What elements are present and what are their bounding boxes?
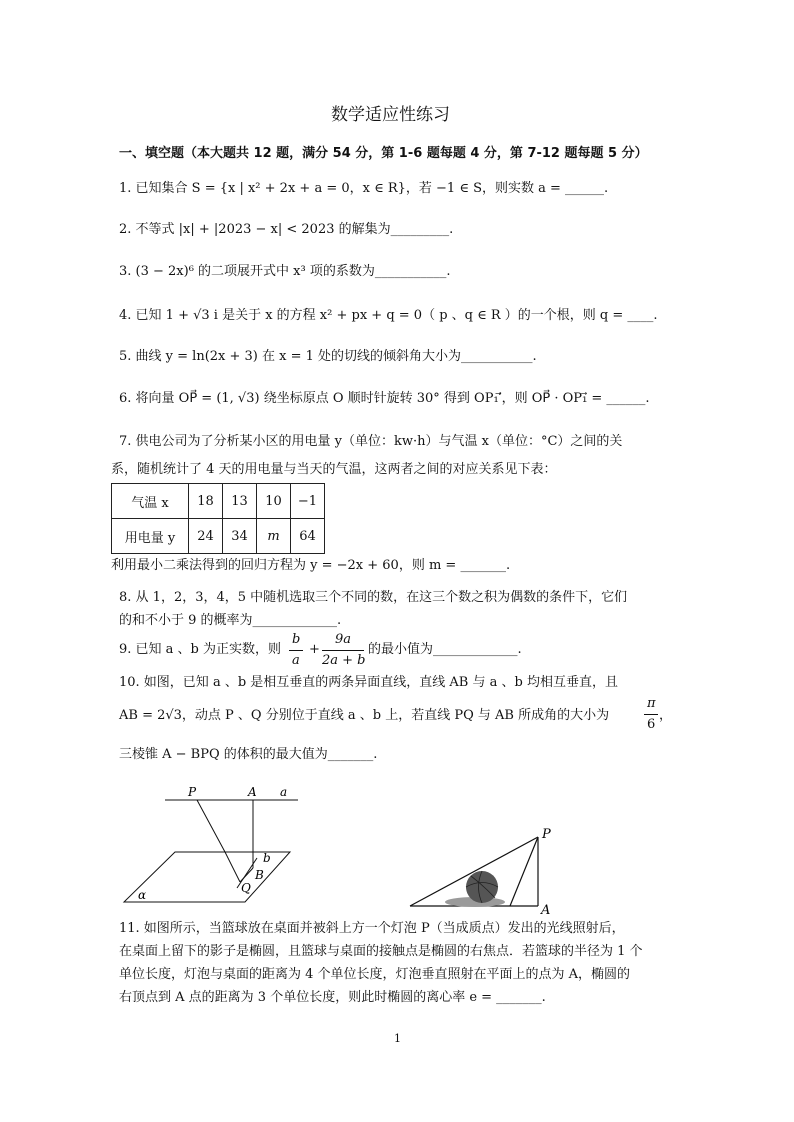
figure-skew-lines bbox=[120, 780, 310, 910]
table-header-cell: 用电量 y bbox=[112, 519, 189, 554]
q10-frac-bar bbox=[644, 714, 658, 715]
q10-frac-den: 6 bbox=[647, 717, 656, 732]
basketball bbox=[466, 871, 498, 903]
question-7-line-3: 利用最小二乘法得到的回归方程为 y = −2x + 60，则 m = _______. bbox=[111, 558, 511, 573]
label-a: a bbox=[280, 785, 288, 799]
table-cell: −1 bbox=[291, 484, 325, 519]
question-7-line-1: 7. 供电公司为了分析某小区的用电量 y（单位：kw·h）与气温 x（单位：°C）之间的关 bbox=[119, 434, 623, 449]
q9-frac1-bar bbox=[289, 650, 303, 651]
question-8-line-1: 8. 从 1，2，3，4，5 中随机选取三个不同的数，在这三个数之积为偶数的条件下，它们 bbox=[119, 590, 628, 605]
table-cell: 13 bbox=[223, 484, 257, 519]
table-row bbox=[112, 484, 325, 519]
q9-frac1-den: a bbox=[292, 653, 300, 668]
segment-PQ-upper bbox=[197, 800, 225, 852]
label-P2: P bbox=[542, 827, 551, 842]
table-cell: 24 bbox=[189, 519, 223, 554]
table-cell: 18 bbox=[189, 484, 223, 519]
question-10-line-1: 10. 如图，已知 a 、b 是相互垂直的两条异面直线，直线 AB 与 a 、b 均相互垂直，且 bbox=[119, 675, 618, 690]
label-b: b bbox=[263, 851, 271, 865]
label-Q: Q bbox=[241, 881, 251, 895]
data-table bbox=[111, 483, 325, 554]
light-ray-near bbox=[510, 837, 538, 906]
table-row bbox=[112, 519, 325, 554]
table-cell: m bbox=[257, 519, 291, 554]
question-5: 5. 曲线 y = ln(2x + 3) 在 x = 1 处的切线的倾斜角大小为___________. bbox=[119, 349, 537, 364]
question-4: 4. 已知 1 + √3 i 是关于 x 的方程 x² + px + q = 0（ p 、q ∈ R ）的一个根，则 q = ____. bbox=[119, 308, 658, 323]
question-7-line-2: 系，随机统计了 4 天的用电量与当天的气温，这两者之间的对应关系见下表： bbox=[111, 462, 557, 477]
q9-frac1-num: b bbox=[292, 632, 301, 647]
q9-frac2-num: 9a bbox=[335, 632, 352, 647]
q10-comma: ， bbox=[659, 708, 673, 723]
label-P: P bbox=[188, 785, 197, 799]
question-3: 3. (3 − 2x)⁶ 的二项展开式中 x³ 项的系数为___________. bbox=[119, 264, 451, 279]
question-11-line-3: 单位长度，灯泡与桌面的距离为 4 个单位长度，灯泡垂直照射在平面上的点为 A，椭圆的 bbox=[119, 967, 631, 982]
table-header-cell: 气温 x bbox=[112, 484, 189, 519]
question-1: 1. 已知集合 S = {x | x² + 2x + a = 0，x ∈ R}，若 −1 ∈ S，则实数 a = ______. bbox=[119, 181, 609, 196]
question-10-line-2: AB = 2√3，动点 P 、Q 分别位于直线 a 、b 上，若直线 PQ 与 AB 所成角的大小为 bbox=[119, 708, 610, 723]
q10-frac-num: π bbox=[647, 696, 656, 711]
question-11-line-1: 11. 如图所示，当篮球放在桌面并被斜上方一个灯泡 P（当成质点）发出的光线照射后， bbox=[119, 921, 625, 936]
page-title: 数学适应性练习 bbox=[331, 105, 450, 125]
section-heading: 一、填空题（本大题共 12 题，满分 54 分，第 1-6 题每题 4 分，第 7-12 题每题 5 分） bbox=[119, 146, 648, 161]
label-A: A bbox=[248, 785, 257, 799]
question-6: 6. 将向量 OP⃗ = (1, √3) 绕坐标原点 O 顺时针旋转 30° 得到 OP₁′⃗，则 OP⃗ · OP₁⃗ = ______. bbox=[119, 391, 650, 406]
q9-plus: + bbox=[309, 642, 320, 657]
question-8-line-2: 的和不小于 9 的概率为_____________. bbox=[119, 613, 342, 628]
segment-PQ-lower bbox=[225, 852, 240, 882]
figure-basketball bbox=[405, 820, 575, 915]
question-11-line-4: 右顶点到 A 点的距离为 3 个单位长度，则此时椭圆的离心率 e = _______. bbox=[119, 990, 546, 1005]
label-alpha: α bbox=[138, 888, 147, 902]
label-B: B bbox=[255, 868, 264, 882]
q9-frac2-bar bbox=[322, 650, 364, 651]
table-cell: 10 bbox=[257, 484, 291, 519]
q9-frac2-den: 2a + b bbox=[322, 653, 366, 668]
label-A2: A bbox=[541, 903, 551, 915]
question-11-line-2: 在桌面上留下的影子是椭圆，且篮球与桌面的接触点是椭圆的右焦点．若篮球的半径为 1 个 bbox=[119, 944, 643, 959]
question-9-prefix: 9. 已知 a 、b 为正实数，则 bbox=[119, 642, 282, 657]
table-cell: 64 bbox=[291, 519, 325, 554]
table-cell: 34 bbox=[223, 519, 257, 554]
question-9-suffix: 的最小值为_____________. bbox=[368, 642, 522, 657]
page-number: 1 bbox=[394, 1032, 401, 1045]
question-2: 2. 不等式 |x| + |2023 − x| < 2023 的解集为_________. bbox=[119, 222, 454, 237]
question-10-line-3: 三棱锥 A − BPQ 的体积的最大值为_______. bbox=[119, 747, 378, 762]
